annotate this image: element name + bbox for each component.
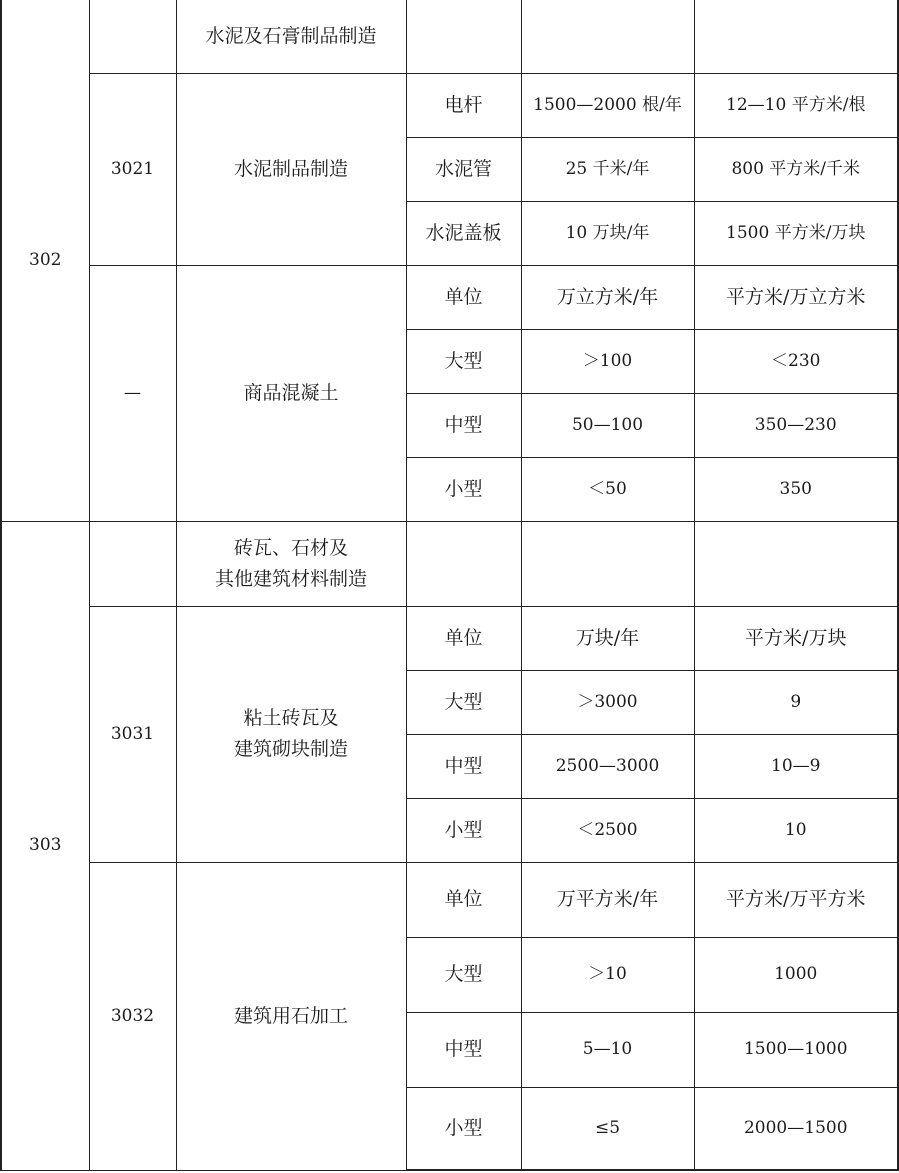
subclass-code-cell: 3032: [89, 862, 176, 1170]
scale-cell: [521, 521, 694, 606]
scale-cell: 万立方米/年: [521, 265, 694, 329]
index-cell: 9: [694, 670, 898, 734]
category-name-cell: 水泥及石膏制品制造: [176, 0, 406, 73]
subclass-name-cell: 水泥制品制造: [176, 73, 406, 265]
index-cell: 1500 平方米/万块: [694, 201, 898, 265]
index-cell: 平方米/万立方米: [694, 265, 898, 329]
subclass-code-cell: 3031: [89, 606, 176, 862]
scale-cell: ＞3000: [521, 670, 694, 734]
group-code-cell: 303: [1, 521, 89, 1170]
category-name-cell: [176, 521, 406, 606]
subclass-name-cell: [176, 606, 406, 862]
subclass-name-cell: 建筑用石加工: [176, 862, 406, 1170]
item-cell: 中型: [406, 393, 521, 457]
item-cell: 单位: [406, 862, 521, 937]
index-cell: 平方米/万平方米: [694, 862, 898, 937]
scale-cell: [521, 0, 694, 73]
index-cell: 12—10 平方米/根: [694, 73, 898, 137]
table-row: [1, 862, 898, 937]
subclass-name-cell: 商品混凝土: [176, 265, 406, 521]
subclass-code-cell: [89, 0, 176, 73]
index-cell: 10—9: [694, 734, 898, 798]
table-row: [1, 265, 898, 329]
item-cell: 大型: [406, 937, 521, 1012]
group-code-cell: 302: [1, 0, 89, 521]
item-cell: 小型: [406, 457, 521, 521]
scale-cell: 5—10: [521, 1012, 694, 1087]
index-cell: 平方米/万块: [694, 606, 898, 670]
item-cell: 单位: [406, 606, 521, 670]
index-cell: [694, 0, 898, 73]
scale-cell: ≤5: [521, 1087, 694, 1170]
table-row: [1, 606, 898, 670]
index-cell: 350: [694, 457, 898, 521]
item-cell: 中型: [406, 734, 521, 798]
scale-cell: ＜50: [521, 457, 694, 521]
index-cell: 800 平方米/千米: [694, 137, 898, 201]
index-cell: 10: [694, 798, 898, 862]
table-row: [1, 73, 898, 137]
scale-cell: 1500—2000 根/年: [521, 73, 694, 137]
category-name-line: 砖瓦、石材及: [233, 536, 348, 559]
item-cell: 电杆: [406, 73, 521, 137]
index-cell: 1500—1000: [694, 1012, 898, 1087]
subclass-code-cell: 3021: [89, 73, 176, 265]
scale-cell: 万平方米/年: [521, 862, 694, 937]
scale-cell: 25 千米/年: [521, 137, 694, 201]
index-cell: ＜230: [694, 329, 898, 393]
subclass-code-cell: —: [89, 265, 176, 521]
item-cell: 大型: [406, 329, 521, 393]
subclass-name-line: 粘土砖瓦及: [243, 707, 339, 729]
item-cell: 大型: [406, 670, 521, 734]
item-cell: 水泥管: [406, 137, 521, 201]
item-cell: 小型: [406, 1087, 521, 1170]
subclass-code-cell: [89, 521, 176, 606]
item-cell: 单位: [406, 265, 521, 329]
index-cell: 1000: [694, 937, 898, 1012]
scale-cell: 2500—3000: [521, 734, 694, 798]
subclass-name-line: 建筑砌块制造: [233, 738, 348, 760]
item-cell: [406, 521, 521, 606]
item-cell: 中型: [406, 1012, 521, 1087]
scale-cell: ＞10: [521, 937, 694, 1012]
index-cell: 350—230: [694, 393, 898, 457]
scale-cell: 50—100: [521, 393, 694, 457]
index-cell: 2000—1500: [694, 1087, 898, 1170]
scale-cell: ＜2500: [521, 798, 694, 862]
item-cell: 小型: [406, 798, 521, 862]
item-cell: [406, 0, 521, 73]
index-cell: [694, 521, 898, 606]
table-row: [1, 0, 898, 73]
scale-cell: 万块/年: [521, 606, 694, 670]
scale-cell: ＞100: [521, 329, 694, 393]
category-name-line: 其他建筑材料制造: [214, 567, 367, 590]
scale-cell: 10 万块/年: [521, 201, 694, 265]
item-cell: 水泥盖板: [406, 201, 521, 265]
table-row: [1, 521, 898, 606]
